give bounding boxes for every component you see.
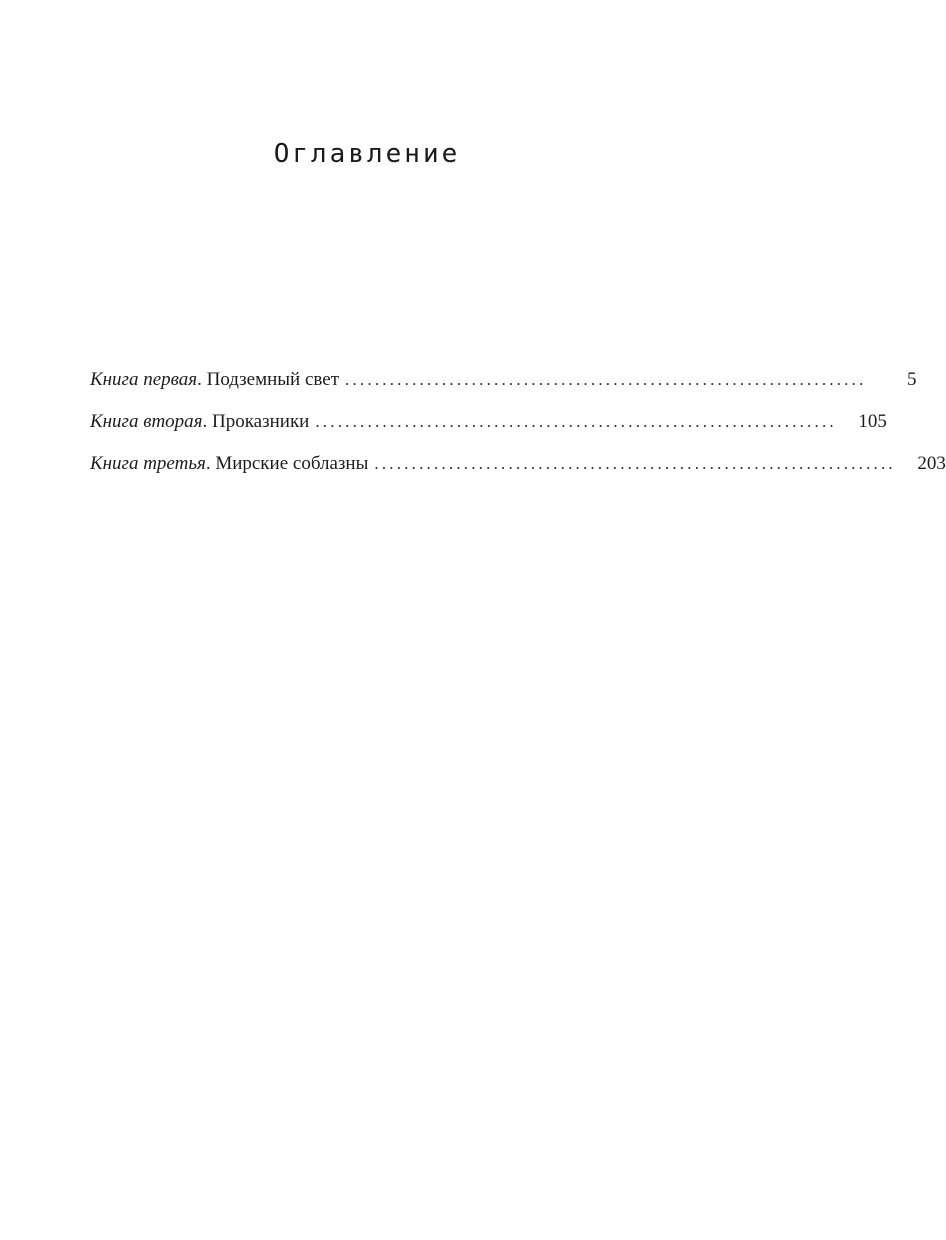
toc-entry-separator: . [202,411,213,432]
page-title: Оглавление [273,139,461,169]
table-of-contents [90,366,946,492]
dot-leader: ...................................................................... [345,370,867,389]
toc-entry-book: Книга третья [90,453,206,474]
toc-entry-3[interactable] [90,450,946,492]
toc-entry-page-number: 203 [917,453,946,474]
toc-entry-separator: . [197,369,207,390]
dot-leader: ...................................................................... [315,412,837,431]
toc-entry-1[interactable] [90,366,917,408]
toc-entry-page-number: 105 [858,411,887,432]
toc-entry-separator: . [205,453,216,474]
toc-entry-2[interactable] [90,408,887,450]
toc-entry-page-number: 5 [907,369,917,390]
dot-leader: ...................................................................... [374,454,896,473]
toc-entry-book: Книга первая [90,369,198,390]
toc-entry-book: Книга вторая [90,411,203,432]
toc-entry-title: Проказники [212,411,310,432]
toc-entry-title: Подземный свет [206,369,340,390]
toc-entry-title: Мирские соблазны [215,453,369,474]
